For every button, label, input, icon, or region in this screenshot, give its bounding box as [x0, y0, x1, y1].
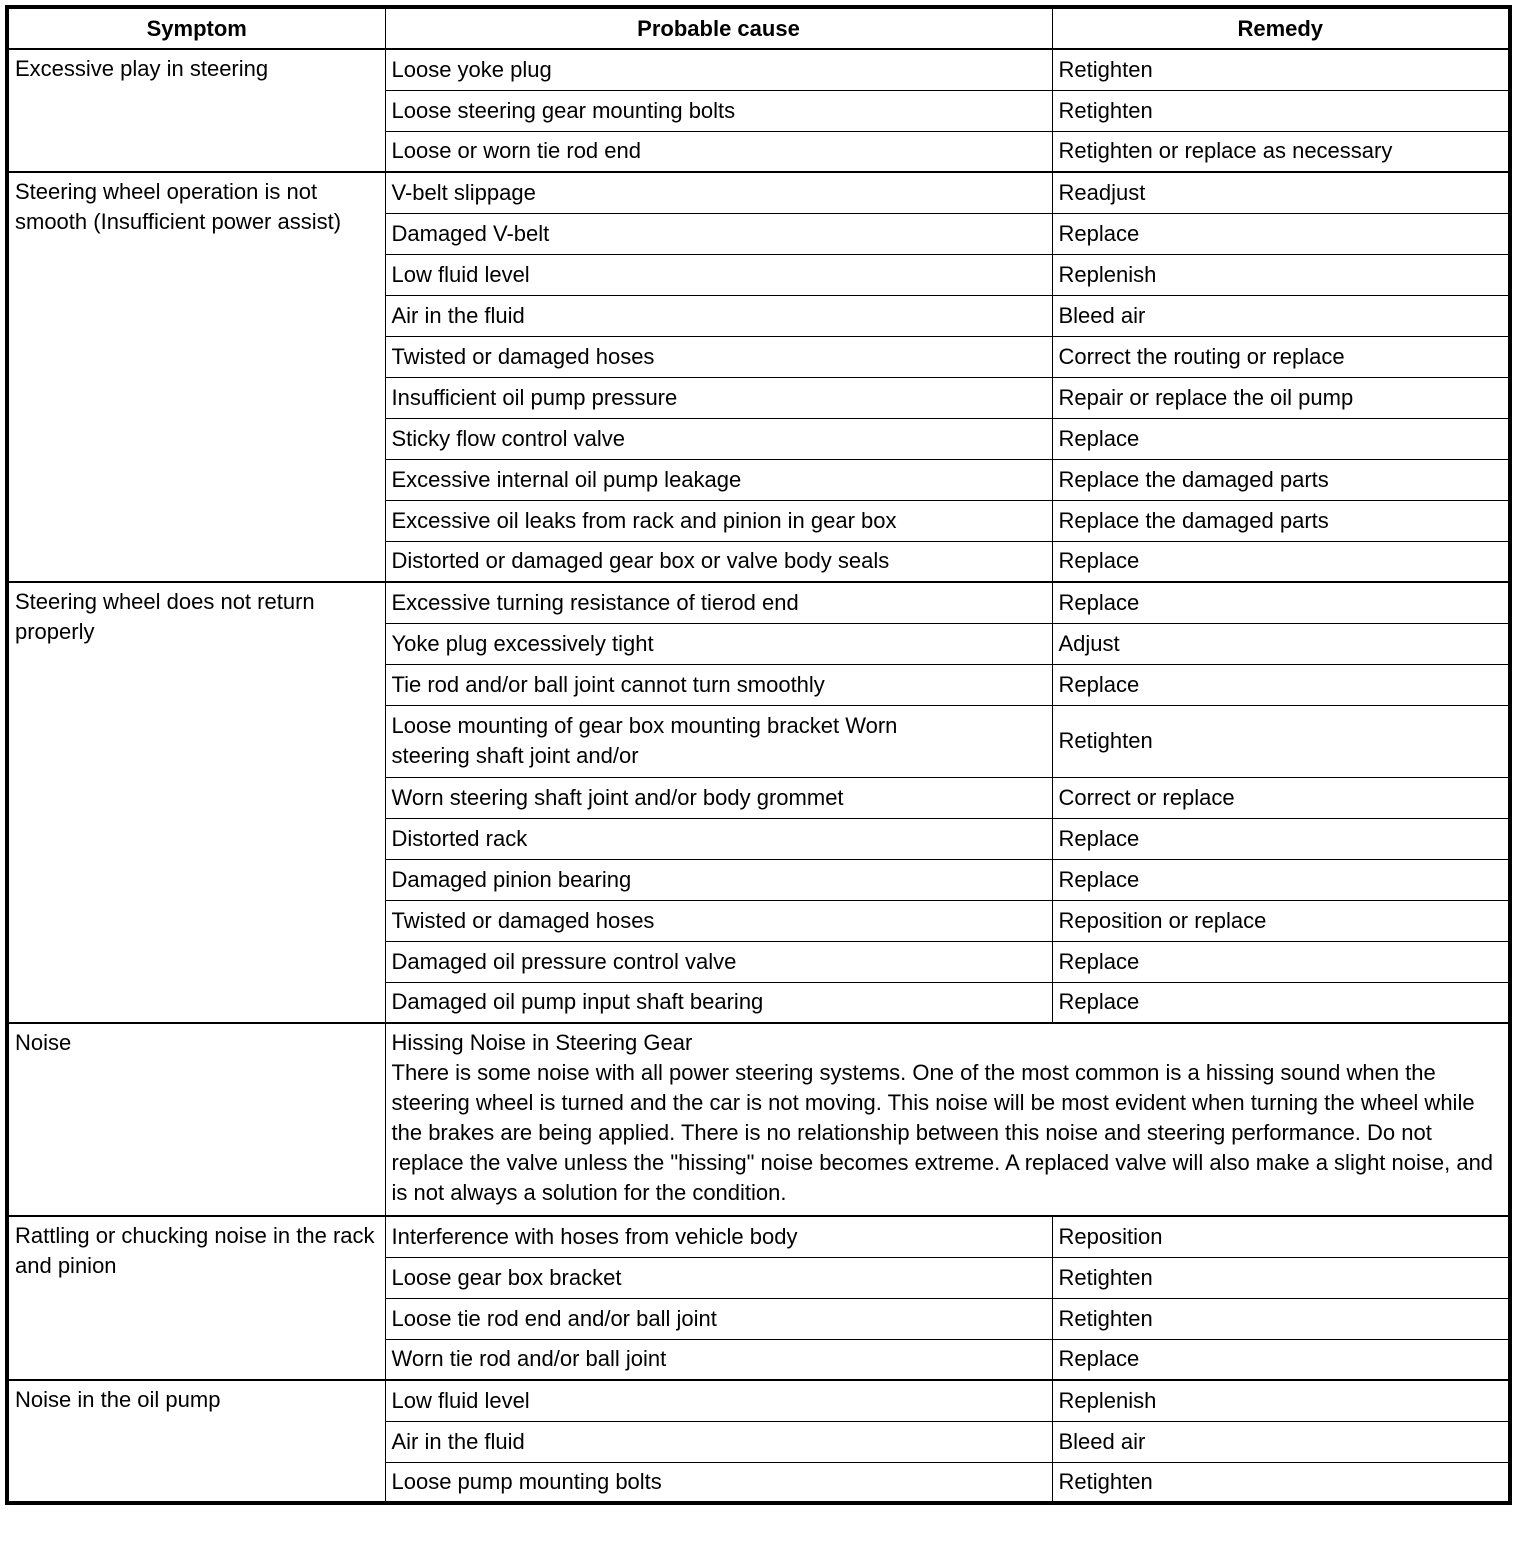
probable-cause-cell: Damaged oil pressure control valve — [385, 941, 1052, 982]
remedy-cell: Replace — [1052, 941, 1510, 982]
remedy-cell: Reposition — [1052, 1216, 1510, 1257]
remedy-cell: Retighten — [1052, 705, 1510, 777]
symptom-cell: Excessive play in steering — [7, 49, 385, 172]
symptom-cell: Noise — [7, 1023, 385, 1216]
table-row — [7, 49, 1510, 90]
remedy-cell: Replace — [1052, 541, 1510, 582]
remedy-cell: Retighten — [1052, 1298, 1510, 1339]
probable-cause-cell: Loose mounting of gear box mounting bracket Worn steering shaft joint and/or — [385, 705, 1052, 777]
probable-cause-cell: Low fluid level — [385, 254, 1052, 295]
note-text: There is some noise with all power steering systems. One of the most common is a hissing sound when the steering wheel is turned and the car is not moving. This noise will be most evident when turning the wheel while the brakes are being applied. There is no relationship between this noise and steering performance. Do not replace the valve unless the "hissing" noise becomes extreme. A replaced valve will also make a slight noise, and is not always a solution for the condition. — [391, 1060, 1494, 1205]
symptom-cell: Rattling or chucking noise in the rack and pinion — [7, 1216, 385, 1380]
probable-cause-cell: Twisted or damaged hoses — [385, 900, 1052, 941]
remedy-cell: Replace — [1052, 418, 1510, 459]
remedy-cell: Bleed air — [1052, 1421, 1510, 1462]
remedy-cell: Replenish — [1052, 254, 1510, 295]
remedy-cell: Retighten — [1052, 1257, 1510, 1298]
probable-cause-cell: Distorted or damaged gear box or valve body seals — [385, 541, 1052, 582]
probable-cause-cell: Damaged V-belt — [385, 213, 1052, 254]
table-row — [7, 1380, 1510, 1421]
remedy-cell: Replace — [1052, 213, 1510, 254]
remedy-cell: Adjust — [1052, 623, 1510, 664]
probable-cause-cell: Interference with hoses from vehicle body — [385, 1216, 1052, 1257]
header-probable-cause: Probable cause — [385, 7, 1052, 49]
remedy-cell: Replace — [1052, 1339, 1510, 1380]
remedy-cell: Bleed air — [1052, 295, 1510, 336]
probable-cause-cell: Low fluid level — [385, 1380, 1052, 1421]
probable-cause-cell: Tie rod and/or ball joint cannot turn smoothly — [385, 664, 1052, 705]
remedy-cell: Retighten or replace as necessary — [1052, 131, 1510, 172]
header-row — [7, 7, 1510, 49]
remedy-cell: Replace — [1052, 582, 1510, 623]
probable-cause-cell: Worn steering shaft joint and/or body grommet — [385, 777, 1052, 818]
table-row — [7, 582, 1510, 623]
symptom-cell: Steering wheel operation is not smooth (Insufficient power assist) — [7, 172, 385, 582]
remedy-cell: Correct the routing or replace — [1052, 336, 1510, 377]
troubleshooting-table — [5, 5, 1512, 1505]
table-row — [7, 1216, 1510, 1257]
table-row — [7, 172, 1510, 213]
remedy-cell: Replace the damaged parts — [1052, 500, 1510, 541]
header-remedy: Remedy — [1052, 7, 1510, 49]
probable-cause-cell: Loose gear box bracket — [385, 1257, 1052, 1298]
probable-cause-cell: Air in the fluid — [385, 295, 1052, 336]
remedy-cell: Retighten — [1052, 90, 1510, 131]
symptom-cell: Steering wheel does not return properly — [7, 582, 385, 1023]
probable-cause-cell: Distorted rack — [385, 818, 1052, 859]
probable-cause-cell: Excessive oil leaks from rack and pinion in gear box — [385, 500, 1052, 541]
note-cell — [385, 1023, 1510, 1216]
probable-cause-cell: Loose steering gear mounting bolts — [385, 90, 1052, 131]
probable-cause-cell: Loose tie rod end and/or ball joint — [385, 1298, 1052, 1339]
probable-cause-cell: Excessive turning resistance of tierod end — [385, 582, 1052, 623]
remedy-cell: Readjust — [1052, 172, 1510, 213]
probable-cause-cell: Loose pump mounting bolts — [385, 1462, 1052, 1503]
note-title: Hissing Noise in Steering Gear — [391, 1030, 693, 1055]
remedy-cell: Replace — [1052, 664, 1510, 705]
probable-cause-cell: Insufficient oil pump pressure — [385, 377, 1052, 418]
symptom-cell: Noise in the oil pump — [7, 1380, 385, 1503]
probable-cause-cell: Loose yoke plug — [385, 49, 1052, 90]
probable-cause-cell: Worn tie rod and/or ball joint — [385, 1339, 1052, 1380]
probable-cause-cell: V-belt slippage — [385, 172, 1052, 213]
probable-cause-cell: Damaged oil pump input shaft bearing — [385, 982, 1052, 1023]
remedy-cell: Replace — [1052, 859, 1510, 900]
probable-cause-cell: Loose or worn tie rod end — [385, 131, 1052, 172]
header-symptom: Symptom — [7, 7, 385, 49]
remedy-cell: Replace the damaged parts — [1052, 459, 1510, 500]
probable-cause-cell: Damaged pinion bearing — [385, 859, 1052, 900]
probable-cause-cell: Yoke plug excessively tight — [385, 623, 1052, 664]
remedy-cell: Replace — [1052, 982, 1510, 1023]
remedy-cell: Replenish — [1052, 1380, 1510, 1421]
probable-cause-cell: Twisted or damaged hoses — [385, 336, 1052, 377]
remedy-cell: Replace — [1052, 818, 1510, 859]
remedy-cell: Retighten — [1052, 1462, 1510, 1503]
remedy-cell: Correct or replace — [1052, 777, 1510, 818]
table-row — [7, 1023, 1510, 1216]
remedy-cell: Retighten — [1052, 49, 1510, 90]
remedy-cell: Reposition or replace — [1052, 900, 1510, 941]
remedy-cell: Repair or replace the oil pump — [1052, 377, 1510, 418]
probable-cause-cell: Sticky flow control valve — [385, 418, 1052, 459]
probable-cause-cell: Excessive internal oil pump leakage — [385, 459, 1052, 500]
probable-cause-cell: Air in the fluid — [385, 1421, 1052, 1462]
